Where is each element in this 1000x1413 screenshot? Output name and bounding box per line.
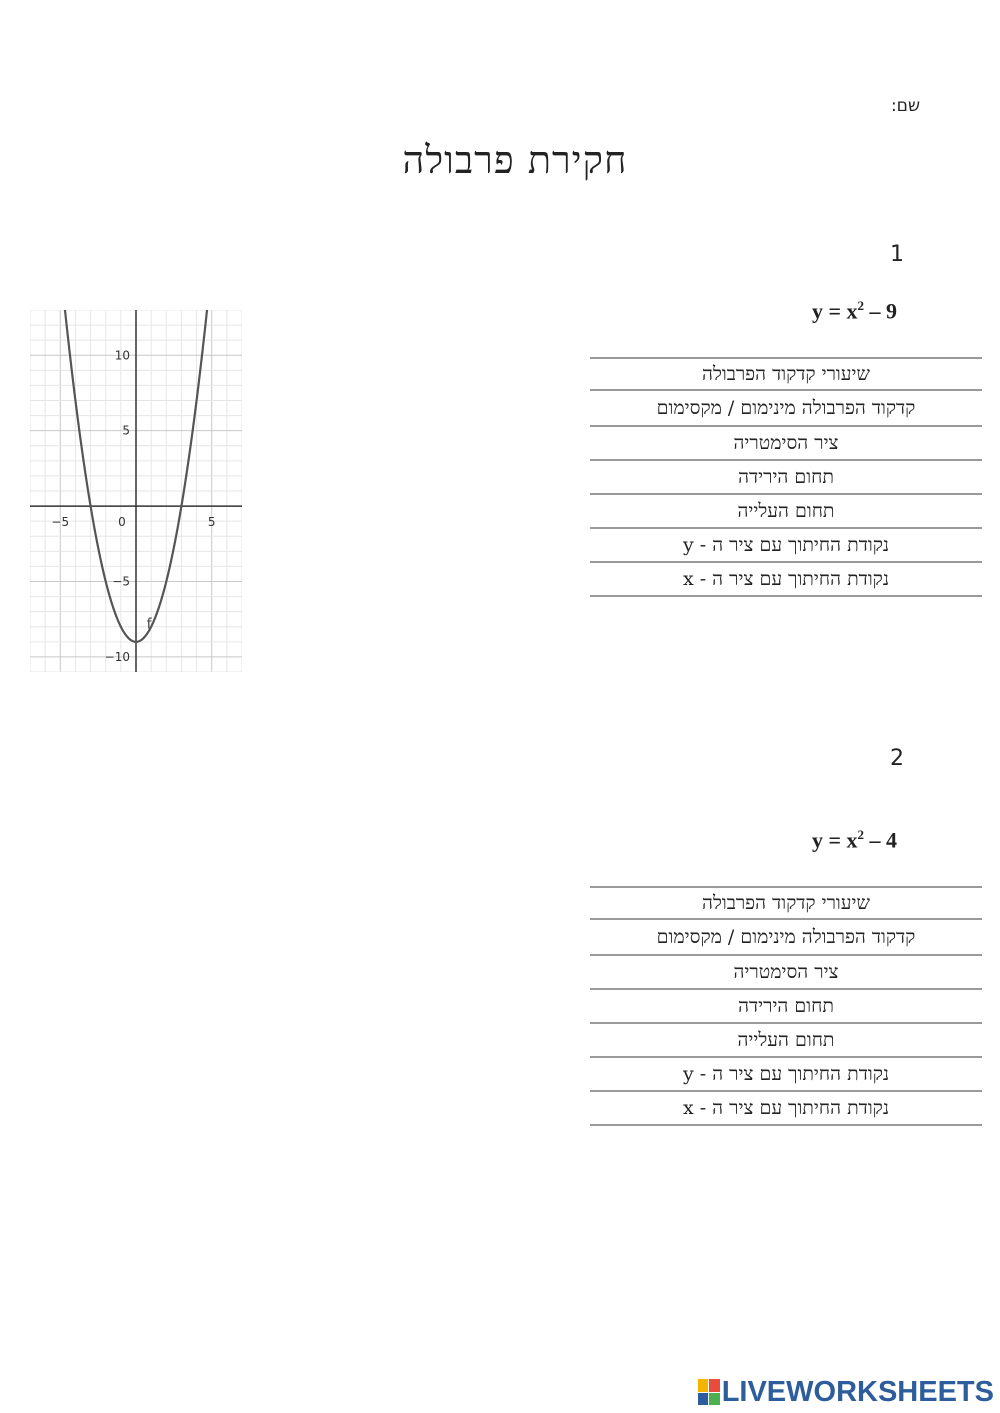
table-row-y-intercept[interactable]: נקודת החיתוך עם ציר ה - y [590,1058,982,1092]
question-number-1: 1 [890,242,904,267]
table-row-vertex[interactable]: שיעורי קדקוד הפרבולה [590,886,982,920]
properties-table-1 [590,357,982,597]
equation-1 [812,298,897,324]
table-row-increasing[interactable]: תחום העלייה [590,495,982,529]
table-row-vertex[interactable]: שיעורי קדקוד הפרבולה [590,357,982,391]
table-row-increasing[interactable]: תחום העלייה [590,1024,982,1058]
x-tick-label: 5 [207,515,216,530]
function-label: f [146,616,152,633]
table-row-symmetry-axis[interactable]: ציר הסימטריה [590,956,982,990]
parabola-graph [30,310,242,672]
equation-lhs: y = x [812,827,858,853]
y-tick-label: −10 [104,649,130,664]
equation-2 [812,827,897,853]
table-row-x-intercept[interactable]: נקודת החיתוך עם ציר ה - x [590,1092,982,1126]
table-row-decreasing[interactable]: תחום הירידה [590,461,982,495]
equation-exponent: 2 [857,298,865,313]
table-row-y-intercept[interactable]: נקודת החיתוך עם ציר ה - y [590,529,982,563]
table-row-symmetry-axis[interactable]: ציר הסימטריה [590,427,982,461]
equation-rhs: – 9 [864,298,898,324]
question-number-2: 2 [890,746,904,771]
table-row-decreasing[interactable]: תחום הירידה [590,990,982,1024]
x-tick-label: 0 [118,515,126,530]
equation-rhs: – 4 [864,827,898,853]
y-tick-label: 10 [114,348,130,363]
y-tick-label: 5 [122,423,130,438]
table-row-x-intercept[interactable]: נקודת החיתוך עם ציר ה - x [590,563,982,597]
footer-brand [698,1374,994,1410]
table-row-min-max[interactable]: קדקוד הפרבולה מינימום / מקסימום [590,391,982,427]
page-title: חקירת פרבולה [402,138,628,182]
x-tick-label: −5 [51,515,70,530]
properties-table-2 [590,886,982,1126]
equation-lhs: y = x [812,298,858,324]
brand-name: LIVEWORKSHEETS [721,1375,994,1408]
table-row-min-max[interactable]: קדקוד הפרבולה מינימום / מקסימום [590,920,982,956]
equation-exponent: 2 [857,827,865,842]
name-label: שם: [890,96,920,116]
liveworksheets-logo-icon [698,1379,720,1405]
y-tick-label: −5 [112,574,130,589]
